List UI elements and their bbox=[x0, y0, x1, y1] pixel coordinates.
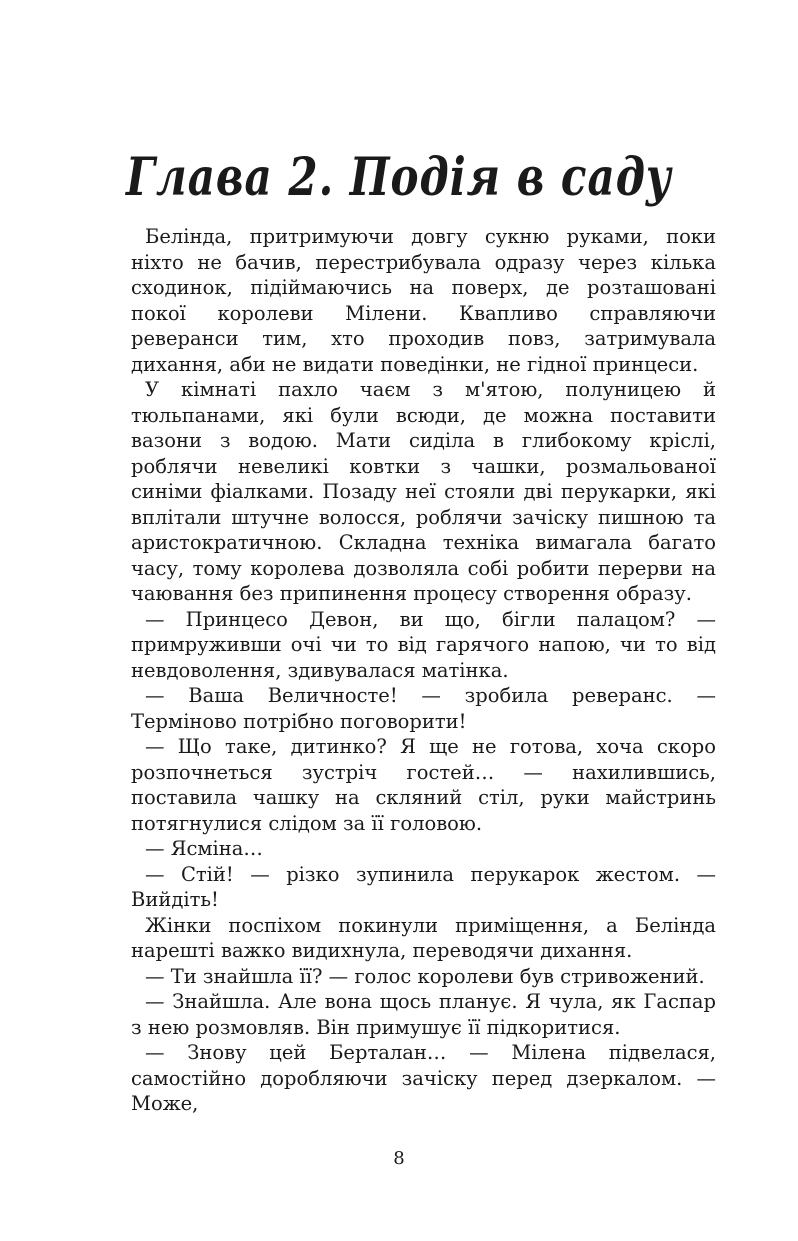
paragraph: Жінки поспіхом покинули приміщення, а Белінда нарешті важко видихнула, переводячи дихання. bbox=[131, 913, 716, 962]
paragraph: У кімнаті пахло чаєм з м'ятою, полуницею й тюльпанами, які були всюди, де можна поставити вазони з водою. Мати сиділа в глибокому кріслі, роблячи невеликі ковтки з чашки, розмальованої синіми фіалками. Позаду неї стояли дві перукарки, які вплітали штучне волосся, роблячи зачіску пишною та аристократичною. Складна техніка вимагала багато часу, тому королева дозволяла собі робити перерви на чаювання без припинення процесу створення образу. bbox=[131, 378, 716, 605]
paragraph: — Стій! — різко зупинила перукарок жестом. — Вийдіть! bbox=[131, 862, 716, 911]
paragraph: — Принцесо Девон, ви що, бігли палацом? — примруживши очі чи то від гарячого напою, чи то від невдоволення, здивувалася матінка. bbox=[131, 607, 716, 682]
chapter-title: Глава 2. Подія в саду bbox=[125, 146, 673, 208]
paragraph: — Знову цей Берталан… — Мілена підвелася, самостійно доробляючи зачіску перед дзеркалом. — Може, bbox=[131, 1041, 716, 1115]
paragraph: — Ясміна… bbox=[145, 837, 263, 860]
paragraph: Белінда, притримуючи довгу сукню руками, поки ніхто не бачив, перестрибувала одразу через кілька сходинок, підіймаючись на поверх, де розташовані покої королеви Мілени. Квапливо справляючи реверанси тим, хто проходив повз, затримувала дихання, аби не видати поведінки, не гідної принцеси. bbox=[131, 225, 716, 376]
paragraph: — Ваша Величносте! — зробила реверанс. — Терміново потрібно поговорити! bbox=[131, 684, 716, 733]
page-number: 8 bbox=[393, 1148, 405, 1169]
body-text bbox=[131, 224, 716, 1117]
paragraph: — Що таке, дитинко? Я ще не готова, хоча скоро розпочнеться зустріч гостей… — нахилившись, поставила чашку на скляний стіл, руки майстринь потягнулися слідом за її головою. bbox=[131, 735, 716, 835]
paragraph: — Знайшла. Але вона щось планує. Я чула, як Гаспар з нею розмовляв. Він примушує її підкоритися. bbox=[131, 990, 716, 1039]
paragraph: — Ти знайшла її? — голос королеви був стривожений. bbox=[145, 964, 705, 988]
